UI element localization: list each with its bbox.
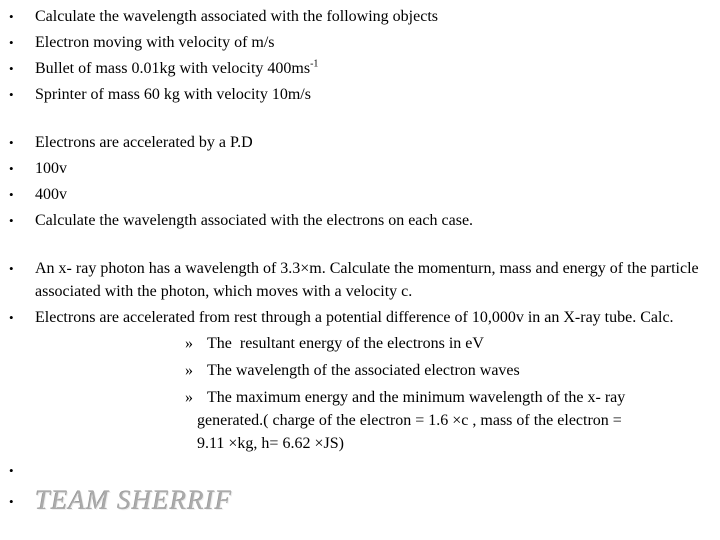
superscript-exponent: -1	[310, 58, 319, 70]
bullet-dot-icon: •	[9, 161, 14, 176]
bullet-text: Sprinter of mass 60 kg with velocity 10m/s	[35, 86, 311, 103]
list-item	[0, 83, 713, 106]
chevron-bullet-icon: »	[185, 362, 193, 379]
bullet-dot-icon: •	[9, 187, 14, 202]
list-item	[0, 157, 713, 180]
list-item	[0, 209, 713, 232]
bullet-dot-icon: •	[9, 87, 14, 102]
section-wavelength-objects	[0, 5, 713, 106]
sub-list-item	[0, 386, 652, 455]
bullet-dot-icon: •	[9, 494, 14, 509]
sub-bullet-text: The maximum energy and the minimum wavelength of the x- ray generated.( charge of the electron = 1.6 ×c , mass of the electron = 9.11 ×kg, h= 6.62 ×JS)	[197, 389, 630, 452]
list-item	[0, 5, 713, 28]
chevron-bullet-icon: »	[185, 389, 193, 406]
list-item	[0, 31, 713, 54]
list-item	[0, 306, 713, 329]
list-item	[0, 257, 713, 303]
list-item	[0, 183, 713, 206]
list-item	[0, 131, 713, 154]
bullet-dot-icon: •	[9, 61, 14, 76]
bullet-text: Calculate the wavelength associated with the following objects	[35, 8, 438, 25]
sub-list-item	[0, 332, 652, 355]
sub-list-item	[0, 359, 652, 382]
bullet-dot-icon: •	[9, 135, 14, 150]
bullet-text: 100v	[35, 160, 67, 177]
signature-item	[0, 484, 713, 521]
bullet-text: An x- ray photon has a wavelength of 3.3×m. Calculate the momenturn, mass and energy of the particle associated with the photon, which moves with a velocity c.	[35, 260, 703, 300]
bullet-text: Electron moving with velocity of m/s	[35, 34, 275, 51]
bullet-dot-icon: •	[9, 463, 14, 478]
chevron-bullet-icon: »	[185, 335, 193, 352]
section-accelerated-electrons	[0, 131, 713, 232]
bullet-text: Electrons are accelerated from rest through a potential difference of 10,000v in an X-ray tube. Calc.	[35, 309, 674, 326]
bullet-dot-icon: •	[9, 9, 14, 24]
bullet-dot-icon: •	[9, 213, 14, 228]
bullet-text: 400v	[35, 186, 67, 203]
section-signature	[0, 459, 713, 521]
sub-bullet-text: The wavelength of the associated electron waves	[207, 362, 520, 379]
empty-list-item	[0, 459, 713, 482]
bullet-text: Calculate the wavelength associated with the electrons on each case.	[35, 212, 474, 229]
list-item	[0, 57, 713, 80]
section-xray-problems	[0, 257, 713, 455]
bullet-text: Electrons are accelerated by a P.D	[35, 134, 253, 151]
bullet-dot-icon: •	[9, 310, 14, 325]
bullet-dot-icon: •	[9, 35, 14, 50]
sub-bullet-text: The resultant energy of the electrons in eV	[207, 335, 484, 352]
signature-text: TEAM SHERRIF	[35, 485, 233, 515]
bullet-text: Bullet of mass 0.01kg with velocity 400ms	[35, 60, 311, 77]
bullet-dot-icon: •	[9, 261, 14, 276]
